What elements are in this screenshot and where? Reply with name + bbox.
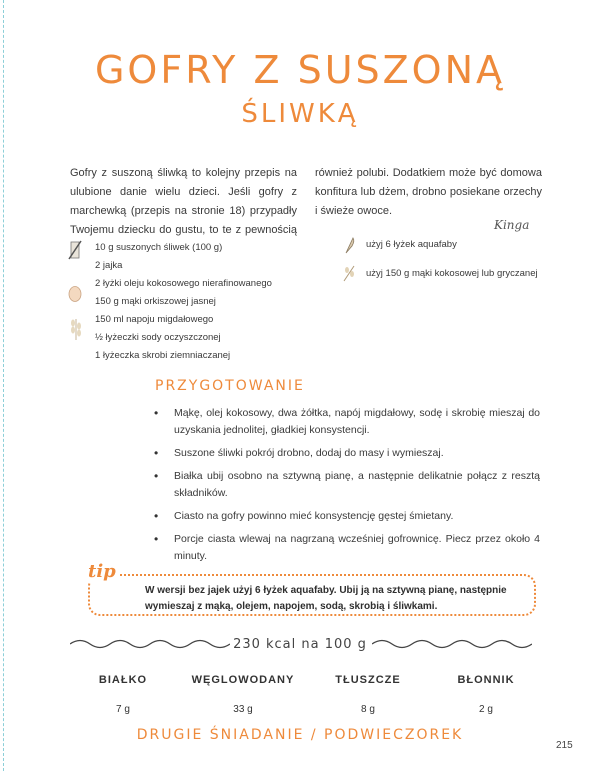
intro-paragraph: Gofry z suszoną śliwką to kolejny przepis na ulubione danie wielu dzieci. Jeśli gofry z marchewką (przepis na stronie 18) przypadły Twojemu dziecku do gustu, to te z pewnością również polubi. Dodatkiem może być domowa konfitura lub dżem, drobno posiekane orzechy i świeże owoce. [70, 167, 542, 236]
grain-small-icon [342, 264, 356, 282]
page-number: 215 [556, 740, 573, 751]
step-item: • Białka ubij osobno na sztywną pianę, a następnie delikatnie połącz z resztą składników. [150, 468, 540, 502]
egg-icon [68, 284, 82, 302]
feather-icon [344, 236, 356, 254]
recipe-title-line1: GOFRY Z SUSZONĄ [94, 48, 505, 92]
preparation-title: PRZYGOTOWANIE [155, 378, 305, 394]
ingredient-item: 2 łyżki oleju kokosowego nierafinowanego [95, 278, 272, 289]
grain-icon [68, 315, 84, 341]
recipe-title-line2: ŚLIWKĄ [241, 99, 359, 129]
nutrition-label-fat: TŁUSZCZE [335, 674, 401, 686]
ingredient-item: 1 łyżeczka skrobi ziemniaczanej [95, 350, 231, 361]
step-item: • Ciasto na gofry powinno mieć konsystencję gęstej śmietany. [150, 508, 540, 525]
nutrition-value-fat: 8 g [361, 704, 375, 715]
step-item: • Mąkę, olej kokosowy, dwa żółtka, napój migdałowy, sodę i skrobię mieszaj do uzyskania jednolitej, gładkiej konsystencji. [150, 405, 540, 439]
wave-divider-right [372, 637, 532, 651]
substitution-item: użyj 150 g mąki kokosowej lub gryczanej [366, 268, 538, 279]
kcal-per-100g: 230 kcal na 100 g [233, 637, 367, 652]
nutrition-value-protein: 7 g [116, 704, 130, 715]
nutrition-label-fiber: BŁONNIK [457, 674, 515, 686]
nutrition-label-carbs: WĘGLOWODANY [191, 674, 295, 686]
nutrition-value-fiber: 2 g [479, 704, 493, 715]
author-signature: Kinga [494, 218, 530, 232]
nutrition-value-carbs: 33 g [233, 704, 253, 715]
substitution-item: użyj 6 łyżek aquafaby [366, 239, 457, 250]
ingredient-item: 150 ml napoju migdałowego [95, 314, 214, 325]
tip-text: W wersji bez jajek użyj 6 łyżek aquafaby. Ubij ją na sztywną pianę, następnie wymieszaj z mąką, olejem, napojem, sodą, skrobią i śliwkami. [145, 585, 507, 612]
tip-label: tip [84, 561, 120, 582]
preparation-steps [150, 405, 540, 571]
ingredient-item: ½ łyżeczki sody oczyszczonej [95, 332, 221, 343]
step-item: • Porcje ciasta wlewaj na nagrzaną wcześniej gofrownicę. Piecz przez około 4 minuty. [150, 531, 540, 565]
ingredient-item: 10 g suszonych śliwek (100 g) [95, 242, 223, 253]
allergen-gluten-icon [68, 240, 82, 260]
ingredients-list [95, 239, 272, 365]
nutrition-label-protein: BIAŁKO [98, 674, 148, 686]
ingredient-item: 2 jajka [95, 260, 123, 271]
recipe-category: DRUGIE ŚNIADANIE / PODWIECZOREK [136, 727, 464, 743]
step-item: • Suszone śliwki pokrój drobno, dodaj do masy i wymieszaj. [150, 445, 540, 462]
ingredient-item: 150 g mąki orkiszowej jasnej [95, 296, 216, 307]
